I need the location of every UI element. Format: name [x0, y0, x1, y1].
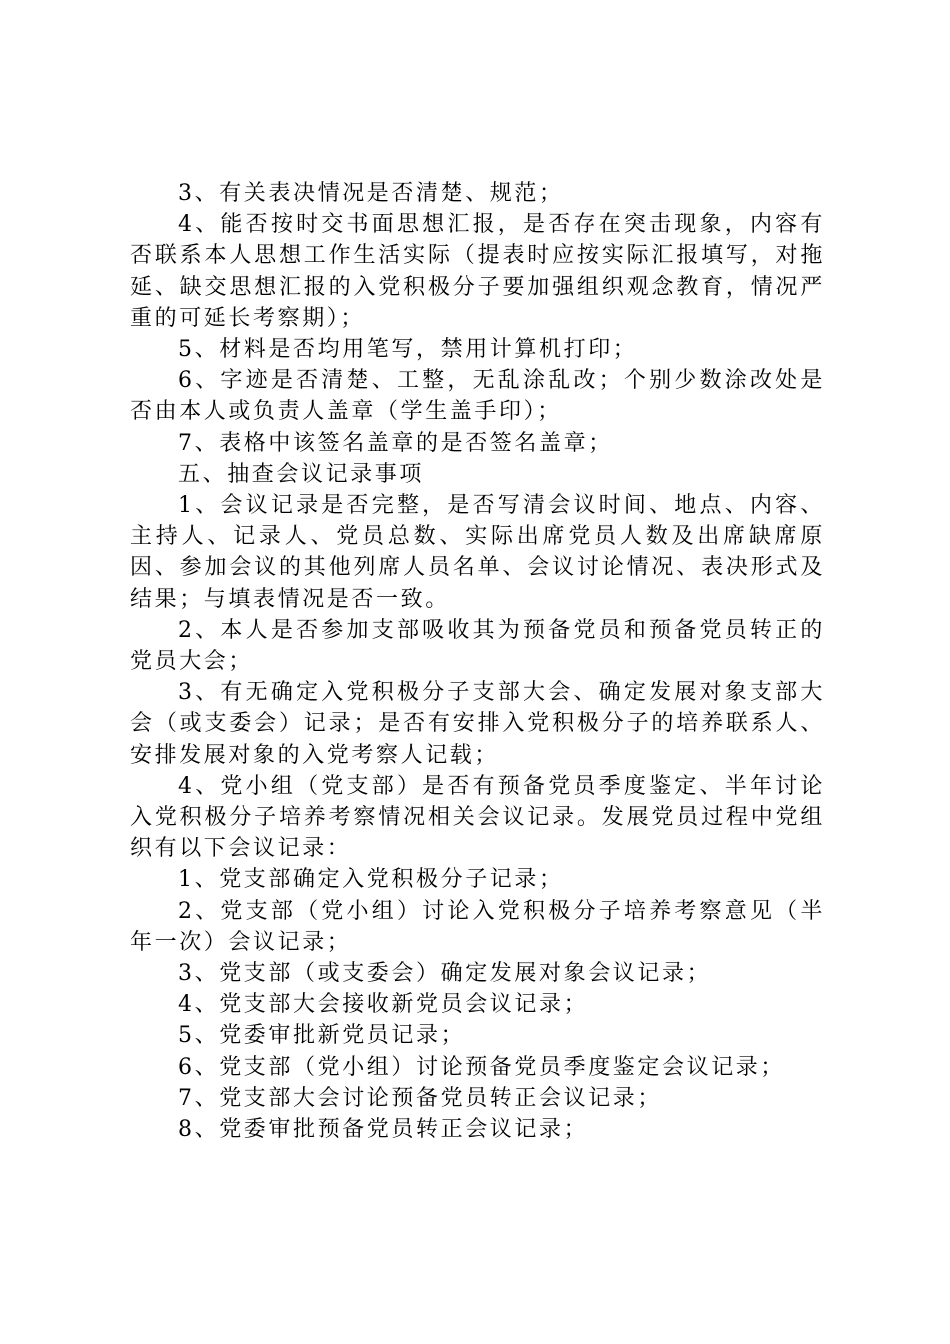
section-heading: 五、抽查会议记录事项 — [178, 461, 425, 487]
list-item-8: 8、党委审批预备党员转正会议记录； — [178, 1117, 589, 1143]
list-item-1: 1、党支部确定入党积极分子记录； — [178, 867, 564, 893]
list-item-6: 6、党支部（党小组）讨论预备党员季度鉴定会议记录； — [178, 1054, 785, 1080]
paragraph-6: 1、会议记录是否完整，是否写清会议时间、地点、内容、主持人、记录人、党员总数、实际出席党员人数及出席缺席原因、参加会议的其他列席人员名单、会议讨论情况、表决形式及结果；与填表情况是否一致。 — [130, 493, 825, 612]
paragraph-2: 4、能否按时交书面思想汇报，是否存在突击现象，内容有否联系本人思想工作生活实际（提表时应按实际汇报填写，对拖延、缺交思想汇报的入党积极分子要加强组织观念教育，情况严重的可延长考察期）； — [130, 212, 825, 331]
list-item-4: 4、党支部大会接收新党员会议记录； — [178, 992, 589, 1018]
list-item-5: 5、党委审批新党员记录； — [178, 1023, 466, 1049]
paragraph-9: 4、党小组（党支部）是否有预备党员季度鉴定、半年讨论入党积极分子培养考察情况相关会议记录。发展党员过程中党组织有以下会议记录： — [130, 773, 825, 862]
paragraph-8: 3、有无确定入党积极分子支部大会、确定发展对象支部大会（或支委会）记录；是否有安排入党积极分子的培养联系人、安排发展对象的入党考察人记载； — [130, 680, 825, 768]
document-body — [130, 178, 825, 1145]
paragraph-5: 7、表格中该签名盖章的是否签名盖章； — [178, 430, 613, 456]
list-item-2: 2、党支部（党小组）讨论入党积极分子培养考察意见（半年一次）会议记录； — [130, 898, 825, 955]
list-item-3: 3、党支部（或支委会）确定发展对象会议记录； — [178, 961, 712, 987]
list-item-7: 7、党支部大会讨论预备党员转正会议记录； — [178, 1085, 662, 1111]
paragraph-1: 3、有关表决情况是否清楚、规范； — [178, 181, 564, 206]
paragraph-3: 5、材料是否均用笔写，禁用计算机打印； — [178, 337, 638, 363]
paragraph-4: 6、字迹是否清楚、工整，无乱涂乱改；个别少数涂改处是否由本人或负责人盖章（学生盖手印）； — [130, 368, 825, 425]
paragraph-7: 2、本人是否参加支部吸收其为预备党员和预备党员转正的党员大会； — [130, 617, 825, 675]
